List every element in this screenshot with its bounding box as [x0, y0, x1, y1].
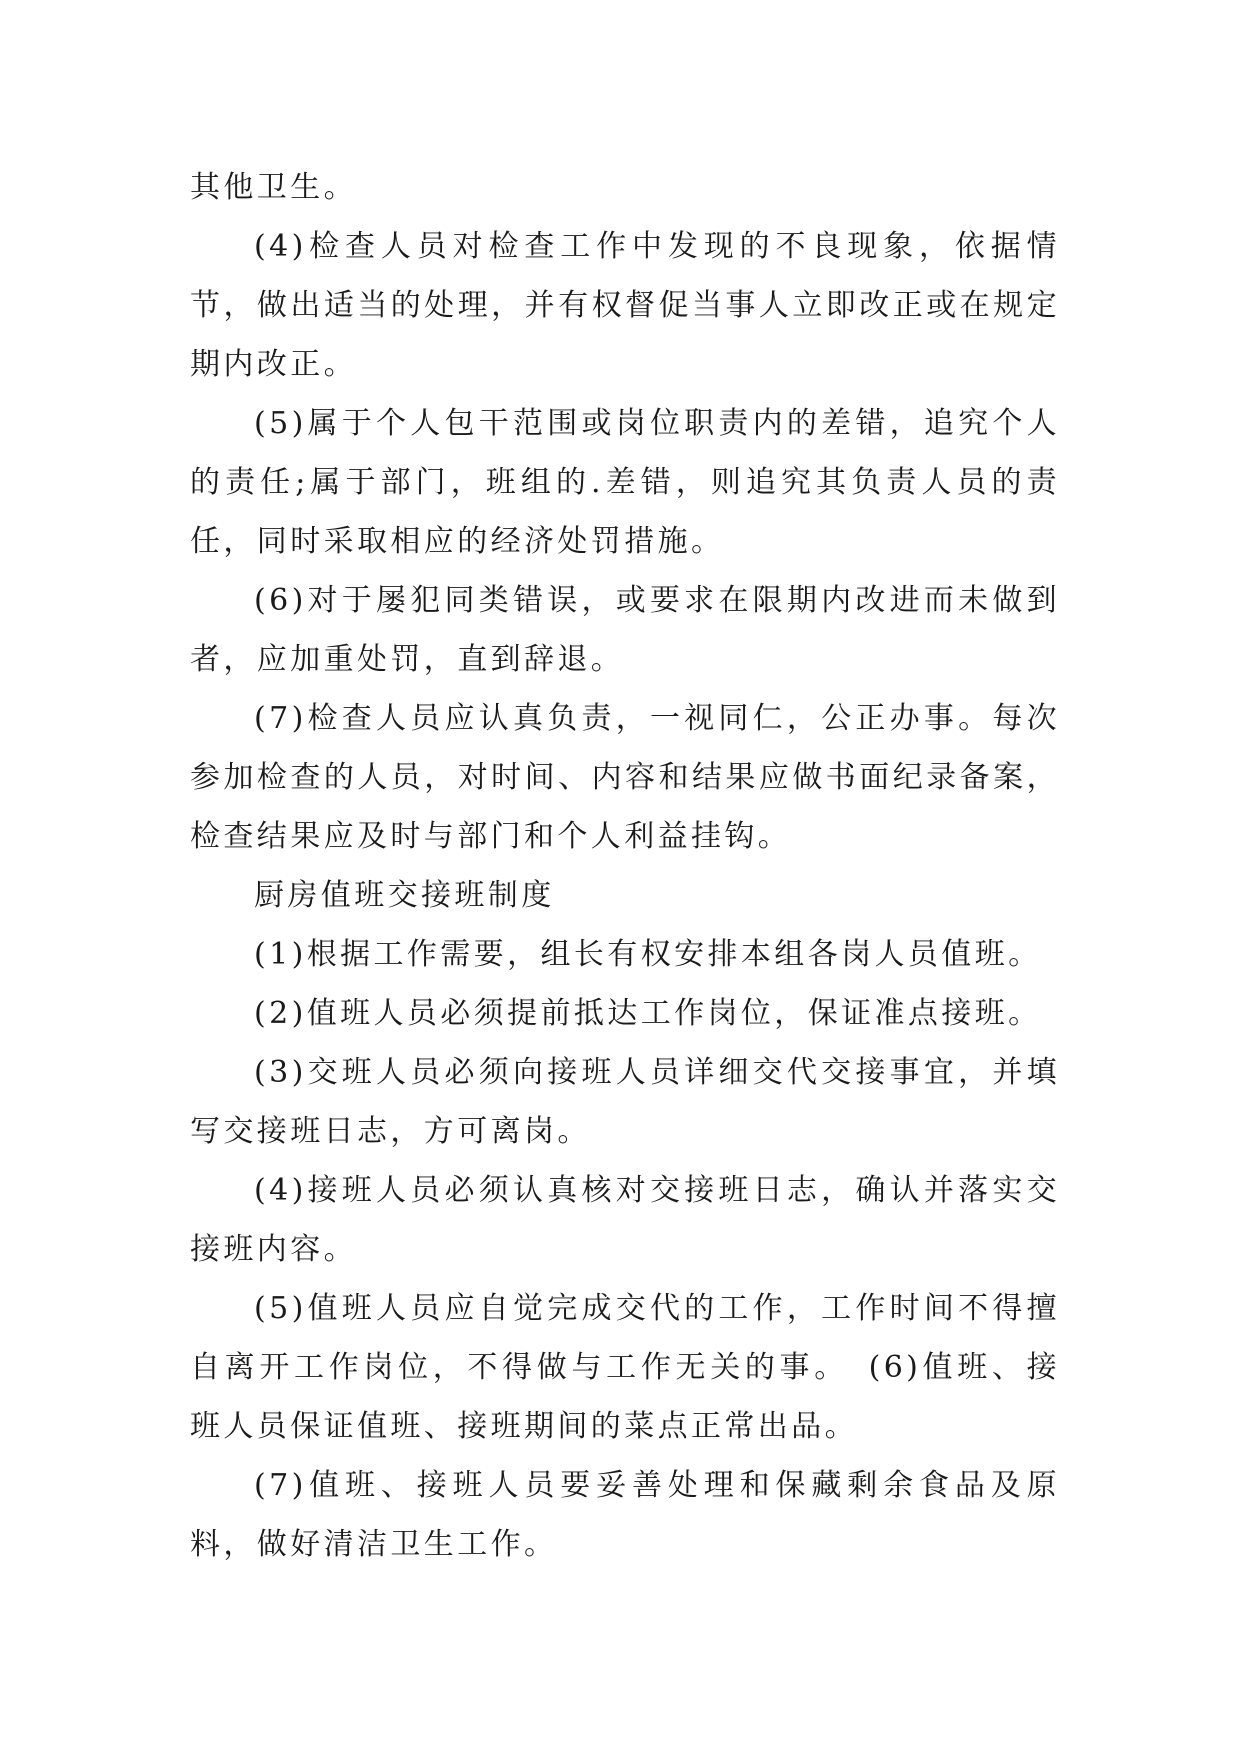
document-body	[190, 158, 1060, 1574]
paragraph-shift-item-1: (1)根据工作需要，组长有权安排本组各岗人员值班。	[254, 937, 1042, 972]
paragraph-shift-item-2: (2)值班人员必须提前抵达工作岗位，保证准点接班。	[254, 996, 1042, 1031]
paragraph-inspection-item-5: (5)属于个人包干范围或岗位职责内的差错，追究个人的责任;属于部门，班组的.差错，则追究其负责人员的责任，同时采取相应的经济处罚措施。	[190, 406, 1060, 559]
paragraph-shift-item-4: (4)接班人员必须认真核对交接班日志，确认并落实交接班内容。	[190, 1173, 1060, 1267]
paragraph-shift-item-7: (7)值班、接班人员要妥善处理和保藏剩余食品及原料，做好清洁卫生工作。	[190, 1468, 1060, 1562]
paragraph-shift-item-5: (5)值班人员应自觉完成交代的工作，工作时间不得擅自离开工作岗位，不得做与工作无关的事。 (6)值班、接班人员保证值班、接班期间的菜点正常出品。	[190, 1291, 1060, 1444]
paragraph-shift-item-3: (3)交班人员必须向接班人员详细交代交接事宜，并填写交接班日志，方可离岗。	[190, 1055, 1060, 1149]
section-heading: 厨房值班交接班制度	[254, 878, 555, 913]
paragraph-inspection-item-4: (4)检查人员对检查工作中发现的不良现象，依据情节，做出适当的处理，并有权督促当事人立即改正或在规定期内改正。	[190, 229, 1060, 382]
paragraph-continuation: 其他卫生。	[190, 170, 357, 205]
paragraph-inspection-item-7: (7)检查人员应认真负责，一视同仁，公正办事。每次参加检查的人员，对时间、内容和结果应做书面纪录备案，检查结果应及时与部门和个人利益挂钩。	[190, 701, 1060, 854]
paragraph-inspection-item-6: (6)对于屡犯同类错误，或要求在限期内改进而未做到者，应加重处罚，直到辞退。	[190, 583, 1060, 677]
